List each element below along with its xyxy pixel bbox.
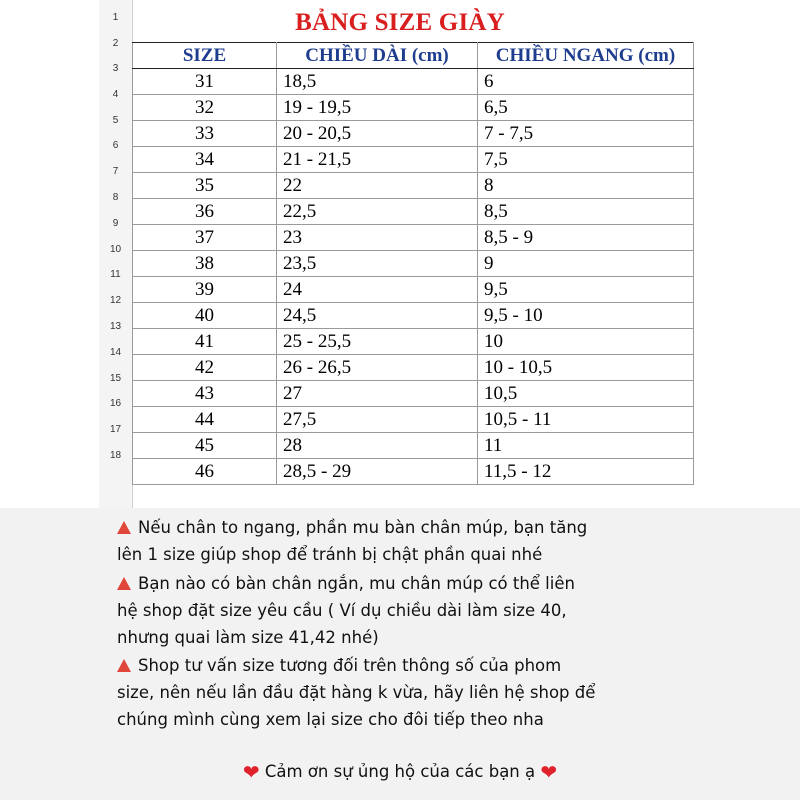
width-cell: 6,5 xyxy=(478,95,694,121)
width-cell: 10 - 10,5 xyxy=(478,355,694,381)
row-number: 7 xyxy=(112,166,119,178)
note-2 xyxy=(117,570,717,651)
length-cell: 27 xyxy=(277,381,478,407)
heart-icon: ❤ xyxy=(242,760,260,784)
row-number: 6 xyxy=(112,140,119,152)
note-1 xyxy=(117,514,717,568)
size-cell: 40 xyxy=(133,303,277,329)
row-number: 12 xyxy=(109,295,122,307)
table-header-row xyxy=(133,43,694,69)
warning-triangle-icon xyxy=(117,577,131,590)
page-title: BẢNG SIZE GIÀY xyxy=(295,9,505,36)
width-cell: 9,5 xyxy=(478,277,694,303)
table-row xyxy=(133,303,694,329)
length-cell: 25 - 25,5 xyxy=(277,329,478,355)
length-cell: 24,5 xyxy=(277,303,478,329)
width-cell: 10 xyxy=(478,329,694,355)
row-number: 1 xyxy=(112,12,119,23)
table-row xyxy=(133,173,694,199)
length-cell: 23,5 xyxy=(277,251,478,277)
length-cell: 22 xyxy=(277,173,478,199)
row-number: 16 xyxy=(109,398,122,410)
row-number: 17 xyxy=(109,424,122,436)
width-cell: 8,5 xyxy=(478,199,694,225)
length-cell: 23 xyxy=(277,225,478,251)
row-number: 18 xyxy=(109,450,122,461)
length-cell: 26 - 26,5 xyxy=(277,355,478,381)
row-number: 3 xyxy=(112,63,119,74)
heart-icon: ❤ xyxy=(540,760,558,784)
table-row xyxy=(133,433,694,459)
note-2-line-1: Bạn nào có bàn chân ngắn, mu chân múp có thể liên xyxy=(138,574,575,593)
thanks-line xyxy=(0,760,800,784)
note-1-line-2: lên 1 size giúp shop để tránh bị chật phần quai nhé xyxy=(117,545,543,564)
row-number: 8 xyxy=(112,192,119,203)
header-length: CHIỀU DÀI (cm) xyxy=(277,43,478,69)
size-cell: 36 xyxy=(133,199,277,225)
size-cell: 31 xyxy=(133,69,277,95)
table-row xyxy=(133,121,694,147)
table-row xyxy=(133,329,694,355)
warning-triangle-icon xyxy=(117,521,131,534)
warning-triangle-icon xyxy=(117,659,131,672)
length-cell: 28,5 - 29 xyxy=(277,459,478,485)
note-1-line-1: Nếu chân to ngang, phần mu bàn chân múp, bạn tăng xyxy=(138,518,588,537)
width-cell: 8,5 - 9 xyxy=(478,225,694,251)
row-number: 15 xyxy=(109,372,122,384)
length-cell: 28 xyxy=(277,433,478,459)
row-number: 13 xyxy=(109,321,122,332)
size-cell: 38 xyxy=(133,251,277,277)
table-row xyxy=(133,69,694,95)
size-table xyxy=(132,42,694,485)
table-row xyxy=(133,407,694,433)
size-cell: 45 xyxy=(133,433,277,459)
width-cell: 9 xyxy=(478,251,694,277)
size-cell: 33 xyxy=(133,121,277,147)
width-cell: 8 xyxy=(478,173,694,199)
size-cell: 41 xyxy=(133,329,277,355)
row-number: 11 xyxy=(110,269,121,281)
row-number: 9 xyxy=(112,217,119,229)
length-cell: 27,5 xyxy=(277,407,478,433)
table-row xyxy=(133,95,694,121)
size-cell: 37 xyxy=(133,225,277,251)
size-cell: 46 xyxy=(133,459,277,485)
note-3-line-3: chúng mình cùng xem lại size cho đôi tiếp theo nha xyxy=(117,710,544,729)
header-width: CHIỀU NGANG (cm) xyxy=(478,43,694,69)
length-cell: 19 - 19,5 xyxy=(277,95,478,121)
note-2-line-2: hệ shop đặt size yêu cầu ( Ví dụ chiều dài làm size 40, xyxy=(117,601,567,620)
note-3-line-2: size, nên nếu lần đầu đặt hàng k vừa, hãy liên hệ shop để xyxy=(117,683,596,702)
header-size: SIZE xyxy=(133,43,277,69)
length-cell: 20 - 20,5 xyxy=(277,121,478,147)
table-row xyxy=(133,225,694,251)
width-cell: 9,5 - 10 xyxy=(478,303,694,329)
row-number: 10 xyxy=(109,243,122,255)
width-cell: 11,5 - 12 xyxy=(478,459,694,485)
note-3 xyxy=(117,652,717,733)
length-cell: 24 xyxy=(277,277,478,303)
width-cell: 11 xyxy=(478,433,694,459)
width-cell: 7 - 7,5 xyxy=(478,121,694,147)
size-cell: 35 xyxy=(133,173,277,199)
size-cell: 43 xyxy=(133,381,277,407)
size-cell: 39 xyxy=(133,277,277,303)
length-cell: 22,5 xyxy=(277,199,478,225)
length-cell: 21 - 21,5 xyxy=(277,147,478,173)
row-number: 5 xyxy=(112,114,119,126)
width-cell: 6 xyxy=(478,69,694,95)
width-cell: 10,5 - 11 xyxy=(478,407,694,433)
note-2-line-3: nhưng quai làm size 41,42 nhé) xyxy=(117,628,379,647)
row-number: 2 xyxy=(112,38,119,49)
width-cell: 7,5 xyxy=(478,147,694,173)
table-row xyxy=(133,251,694,277)
table-row xyxy=(133,381,694,407)
size-cell: 42 xyxy=(133,355,277,381)
row-number: 14 xyxy=(109,346,122,358)
note-3-line-1: Shop tư vấn size tương đối trên thông số của phom xyxy=(138,656,562,675)
width-cell: 10,5 xyxy=(478,381,694,407)
thanks-text: Cảm ơn sự ủng hộ của các bạn ạ xyxy=(264,762,536,781)
size-cell: 34 xyxy=(133,147,277,173)
row-number: 4 xyxy=(112,88,119,100)
size-cell: 44 xyxy=(133,407,277,433)
table-row xyxy=(133,459,694,485)
length-cell: 18,5 xyxy=(277,69,478,95)
table-row xyxy=(133,355,694,381)
table-row xyxy=(133,277,694,303)
table-row xyxy=(133,147,694,173)
table-row xyxy=(133,199,694,225)
size-cell: 32 xyxy=(133,95,277,121)
